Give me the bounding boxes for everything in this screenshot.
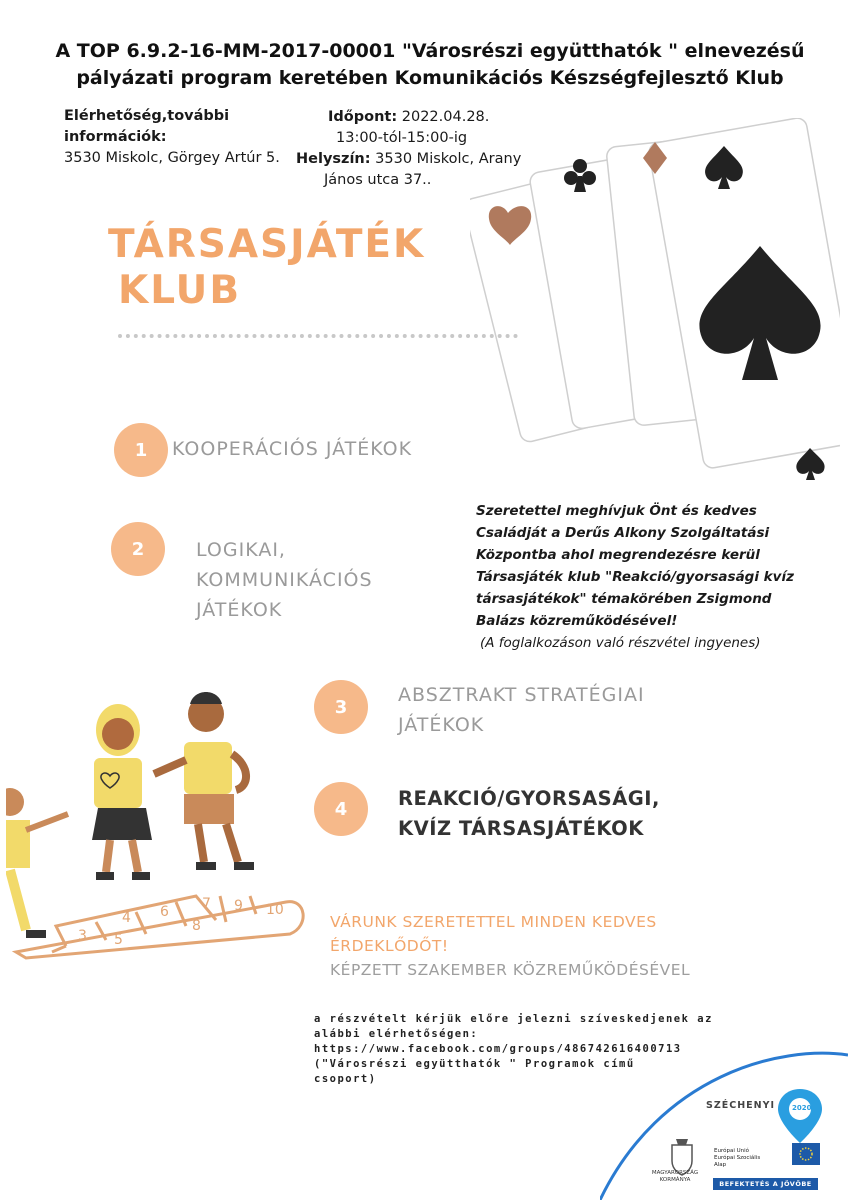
left-child-figure [6,788,68,938]
item-number-1: 1 [114,423,168,477]
item-3-line-1: ABSZTRAKT STRATÉGIAI [398,684,645,706]
welcome-line-3: KÉPZETT SZAKEMBER KÖZREMŰKÖDÉSÉVEL [330,961,691,979]
club-title [108,222,425,314]
item-1-line-1: KOOPERÁCIÓS JÁTÉKOK [172,438,413,460]
invitation-text [476,500,816,654]
place-line-2: János utca 37.. [324,172,432,188]
playing-cards-illustration [470,118,840,498]
item-number-3: 3 [314,680,368,734]
event-hours: 13:00-tól-15:00-ig [336,130,468,146]
item-2-line-1: LOGIKAI, [196,539,286,561]
contact-address: 3530 Miskolc, Görgey Artúr 5. [64,150,280,166]
invite-line-6: Balázs közreműködésével! [476,613,678,629]
invite-line-5: társasjátékok" témakörében Zsigmond [476,591,772,607]
reg-line-1: a részvételt kérjük előre jelezni szíveskedjenek az [314,1013,713,1025]
hop-num-8: 8 [192,918,201,934]
government-logo-text [640,1170,710,1184]
title-line-1: A TOP 6.9.2-16-MM-2017-00001 "Városrészi együtthatók " elnevezésű [55,40,805,62]
item-4-line-2: KVÍZ TÁRSASJÁTÉKOK [398,817,644,840]
eu-flag-icon [792,1143,820,1165]
reg-line-5: csoport) [314,1073,377,1085]
hop-num-7: 7 [202,896,211,912]
item-2-line-2: KOMMUNIKÁCIÓS [196,569,373,591]
item-label-4 [398,784,660,844]
welcome-text [330,910,750,982]
logo-corner-arc [600,1045,848,1200]
reg-line-2: alábbi elérhetőségen: [314,1028,479,1040]
item-number-4: 4 [314,782,368,836]
eu-logo-text [714,1148,774,1169]
reg-link[interactable]: https://www.facebook.com/groups/486742616400713 [314,1043,682,1055]
invite-line-4: Társasjáték klub "Reakció/gyorsasági kvíz [476,569,794,585]
eu-slogan-bar: BEFEKTETÉS A JÖVŐBE [713,1178,818,1190]
page-title [30,38,830,92]
item-4-line-1: REAKCIÓ/GYORSASÁGI, [398,787,660,810]
hop-num-9: 9 [234,898,243,914]
eu-line-1: Európai Unió [714,1148,750,1154]
time-label: Időpont: [328,109,398,125]
girl-figure [92,704,152,880]
contact-label: Elérhetőség,további információk: [64,108,230,145]
item-label-1 [172,434,412,464]
eu-line-3: Alap [714,1162,727,1168]
place-line-1: 3530 Miskolc, Arany [375,151,522,167]
place-label: Helyszín: [296,151,371,167]
welcome-line-2: ÉRDEKLŐDŐT! [330,937,449,955]
title-line-2: pályázati program keretében Komunikációs Készségfejlesztő Klub [76,67,784,89]
club-title-line-1: TÁRSASJÁTÉK [108,222,426,267]
item-2-line-3: JÁTÉKOK [196,599,283,621]
reg-line-4: ("Városrészi együtthatók " Programok című [314,1058,635,1070]
gov-line-1: MAGYARORSZÁG [651,1170,699,1176]
dotted-divider [118,334,518,342]
club-title-line-2: KLUB [118,268,242,313]
hop-num-3: 3 [78,928,87,944]
szechenyi-logo-text [706,1100,775,1111]
item-number-2: 2 [111,522,165,576]
szechenyi-pin-icon [778,1089,822,1143]
invite-line-1: Szeretettel meghívjuk Önt és kedves [476,503,757,519]
hop-num-4: 4 [122,910,131,926]
item-label-2 [196,535,373,625]
hop-num-10: 10 [266,902,284,918]
invite-line-2: Családját a Derűs Alkony Szolgáltatási [476,525,770,541]
boy-figure [154,692,254,870]
gov-line-2: KORMÁNYA [659,1177,691,1183]
contact-block [64,106,294,169]
welcome-line-1: VÁRUNK SZERETETTEL MINDEN KEDVES [330,913,657,931]
event-date: 2022.04.28. [401,109,490,125]
eu-line-2: Európai Szociális [714,1155,761,1161]
invite-note: (A foglalkozáson való részvétel ingyenes) [480,635,761,651]
kids-hopscotch-illustration [6,690,306,960]
hop-num-6: 6 [160,904,169,920]
szechenyi-label: SZÉCHENYI [706,1100,775,1111]
item-3-line-2: JÁTÉKOK [398,714,485,736]
invite-line-3: Központba ahol megrendezésre kerül [476,547,760,563]
szechenyi-year: 2020 [792,1104,812,1112]
item-label-3 [398,680,645,740]
hop-num-5: 5 [114,932,123,948]
